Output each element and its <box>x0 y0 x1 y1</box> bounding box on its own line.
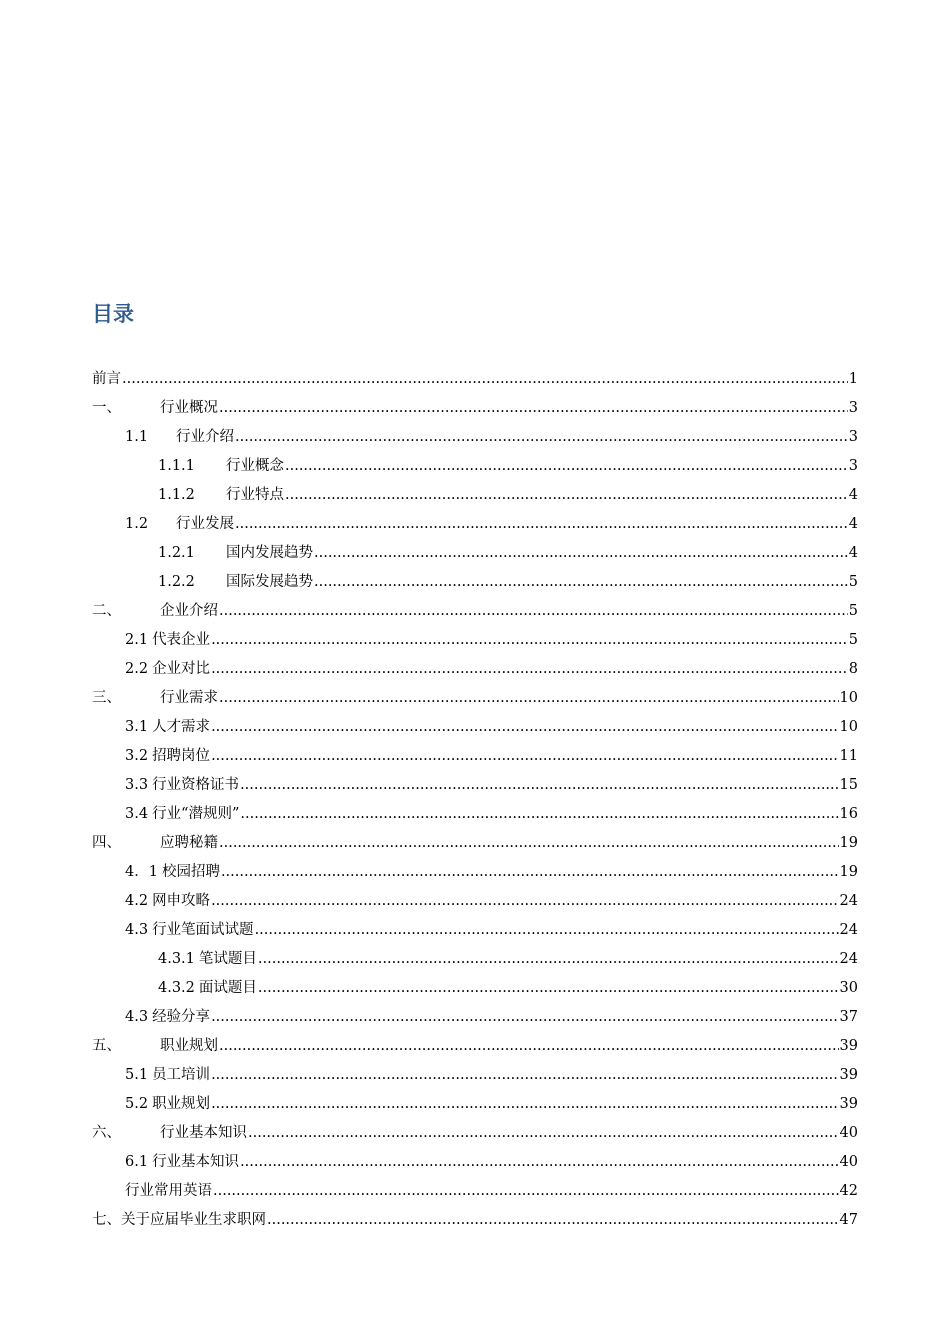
toc-dot-leader <box>240 800 838 829</box>
toc-entry-number: 4.3 <box>125 1009 149 1025</box>
toc-entry-number: 1.2 <box>125 516 149 532</box>
toc-entry-number: 5.1 <box>125 1067 149 1083</box>
toc-entry-lead <box>158 481 849 510</box>
toc-entry-number: 一、 <box>92 400 121 416</box>
toc-dot-leader <box>221 858 839 887</box>
toc-entry-page-number: 8 <box>848 661 858 677</box>
toc-title: 目录 <box>92 302 134 326</box>
toc-dot-leader <box>235 510 848 539</box>
toc-dot-leader <box>211 1090 838 1119</box>
toc-entry[interactable] <box>0 974 950 1003</box>
toc-entry-text: 国际发展趋势 <box>226 574 313 590</box>
toc-entry-page-number: 42 <box>839 1183 858 1199</box>
toc-entry-text: 校园招聘 <box>161 864 220 880</box>
toc-entry[interactable] <box>0 510 950 539</box>
toc-entry-lead <box>92 365 849 394</box>
toc-entry[interactable] <box>0 365 950 394</box>
toc-entry[interactable] <box>0 713 950 742</box>
toc-entry[interactable] <box>0 945 950 974</box>
toc-dot-leader <box>235 423 848 452</box>
toc-entry[interactable] <box>0 394 950 423</box>
toc-dot-leader <box>314 539 848 568</box>
toc-list <box>0 365 950 1235</box>
toc-entry-text: 行业概念 <box>226 458 284 474</box>
toc-entry-lead <box>125 1177 840 1206</box>
toc-entry-page-number: 3 <box>848 400 858 416</box>
toc-entry-text: 职业规划 <box>152 1096 211 1112</box>
toc-entry-lead <box>125 1061 840 1090</box>
toc-entry-lead <box>92 597 849 626</box>
toc-entry-number: 二、 <box>92 603 121 619</box>
toc-entry-lead <box>92 394 849 423</box>
toc-entry[interactable] <box>0 452 950 481</box>
toc-entry[interactable] <box>0 481 950 510</box>
toc-dot-leader <box>240 771 838 800</box>
toc-entry-text: 行业特点 <box>226 487 284 503</box>
toc-entry-page-number: 19 <box>839 864 858 880</box>
toc-entry-number: 五、 <box>92 1038 121 1054</box>
toc-entry-lead <box>125 800 840 829</box>
toc-entry[interactable] <box>0 568 950 597</box>
toc-dot-leader <box>211 887 838 916</box>
toc-entry[interactable] <box>0 829 950 858</box>
toc-entry[interactable] <box>0 742 950 771</box>
toc-entry-lead <box>125 858 840 887</box>
toc-dot-leader <box>255 916 839 945</box>
toc-dot-leader <box>211 626 848 655</box>
toc-dot-leader <box>248 1119 839 1148</box>
toc-entry-number: 3.2 <box>125 748 149 764</box>
toc-entry-number: 1.1 <box>125 429 149 445</box>
toc-entry-lead <box>125 713 840 742</box>
toc-entry-page-number: 15 <box>839 777 858 793</box>
toc-dot-leader <box>219 597 848 626</box>
toc-entry-number: 2.1 <box>125 632 149 648</box>
toc-entry-lead <box>125 655 849 684</box>
toc-entry-number: 6.1 <box>125 1154 149 1170</box>
toc-dot-leader <box>285 452 848 481</box>
toc-entry-page-number: 40 <box>839 1154 858 1170</box>
toc-entry-text: 行业基本知识 <box>160 1125 247 1141</box>
toc-dot-leader <box>314 568 848 597</box>
toc-entry-lead <box>125 1003 840 1032</box>
toc-entry-page-number: 39 <box>839 1067 858 1083</box>
toc-entry-page-number: 37 <box>839 1009 858 1025</box>
toc-entry[interactable] <box>0 1177 950 1206</box>
toc-dot-leader <box>258 945 839 974</box>
toc-dot-leader <box>240 1148 838 1177</box>
toc-entry-lead <box>125 1090 840 1119</box>
toc-entry-lead <box>125 916 840 945</box>
toc-entry-text: 经验分享 <box>152 1009 211 1025</box>
toc-entry-text: 应聘秘籍 <box>160 835 218 851</box>
toc-entry[interactable] <box>0 771 950 800</box>
toc-entry-lead <box>158 568 849 597</box>
toc-entry-number: 1.1.1 <box>158 458 195 474</box>
toc-entry-number: 1.2.2 <box>158 574 195 590</box>
toc-entry[interactable] <box>0 916 950 945</box>
toc-dot-leader <box>219 1032 839 1061</box>
toc-entry-text: 行业资格证书 <box>152 777 240 793</box>
toc-entry-number: 4.3.1 <box>158 951 195 967</box>
toc-entry-number: 2.2 <box>125 661 149 677</box>
toc-entry-number: 4.3.2 <box>158 980 195 996</box>
toc-entry-page-number: 4 <box>848 545 858 561</box>
toc-entry-page-number: 16 <box>839 806 858 822</box>
toc-dot-leader <box>285 481 848 510</box>
toc-entry-page-number: 24 <box>839 893 858 909</box>
toc-entry-text: 面试题目 <box>198 980 257 996</box>
toc-entry[interactable] <box>0 887 950 916</box>
toc-entry-lead <box>92 1032 840 1061</box>
toc-entry-text: 行业需求 <box>160 690 218 706</box>
toc-dot-leader <box>258 974 839 1003</box>
toc-entry-page-number: 4 <box>848 516 858 532</box>
toc-entry-lead <box>92 684 840 713</box>
toc-entry-page-number: 24 <box>839 951 858 967</box>
toc-entry-text: 人才需求 <box>152 719 211 735</box>
toc-entry-page-number: 24 <box>839 922 858 938</box>
toc-entry-lead <box>125 1148 840 1177</box>
toc-entry-page-number: 19 <box>839 835 858 851</box>
toc-dot-leader <box>211 742 838 771</box>
toc-entry-number: 1.1.2 <box>158 487 195 503</box>
toc-entry[interactable] <box>0 858 950 887</box>
toc-entry-page-number: 3 <box>848 458 858 474</box>
toc-dot-leader <box>211 1061 838 1090</box>
toc-entry-page-number: 39 <box>839 1038 858 1054</box>
toc-entry-lead <box>125 626 849 655</box>
toc-entry-text: 代表企业 <box>152 632 211 648</box>
toc-entry-page-number: 10 <box>839 719 858 735</box>
toc-entry-lead <box>158 974 840 1003</box>
toc-entry-page-number: 5 <box>848 574 858 590</box>
toc-entry-text: 网申攻略 <box>152 893 211 909</box>
toc-dot-leader <box>122 365 848 394</box>
toc-entry[interactable] <box>0 1148 950 1177</box>
toc-entry[interactable] <box>0 1119 950 1148</box>
toc-entry-lead <box>125 423 849 452</box>
toc-entry-number: 1.2.1 <box>158 545 195 561</box>
toc-entry-text: 职业规划 <box>160 1038 218 1054</box>
toc-entry-page-number: 5 <box>848 632 858 648</box>
toc-entry-number: 六、 <box>92 1125 121 1141</box>
toc-entry-lead <box>92 1206 840 1235</box>
toc-entry-text: 行业基本知识 <box>152 1154 240 1170</box>
toc-entry-page-number: 47 <box>839 1212 858 1228</box>
toc-entry-number: 3.1 <box>125 719 149 735</box>
toc-entry[interactable] <box>0 684 950 713</box>
toc-entry-page-number: 4 <box>848 487 858 503</box>
toc-entry-page-number: 5 <box>848 603 858 619</box>
toc-entry[interactable] <box>0 1061 950 1090</box>
toc-entry-number: 5.2 <box>125 1096 149 1112</box>
toc-entry-lead <box>92 829 840 858</box>
toc-entry-text: 七、关于应届毕业生求职网 <box>92 1212 266 1228</box>
toc-entry-text: 企业对比 <box>152 661 211 677</box>
toc-entry[interactable] <box>0 1032 950 1061</box>
toc-entry[interactable] <box>0 800 950 829</box>
toc-dot-leader <box>211 655 848 684</box>
toc-entry-lead <box>125 771 840 800</box>
toc-entry-lead <box>158 945 840 974</box>
toc-entry-page-number: 3 <box>848 429 858 445</box>
toc-entry[interactable] <box>0 626 950 655</box>
toc-dot-leader <box>219 394 848 423</box>
toc-dot-leader <box>219 684 839 713</box>
toc-entry-text: 行业发展 <box>176 516 234 532</box>
toc-dot-leader <box>211 1003 838 1032</box>
toc-entry-page-number: 11 <box>839 748 858 764</box>
toc-entry-page-number: 10 <box>839 690 858 706</box>
toc-dot-leader <box>211 713 838 742</box>
toc-entry-number: 4.3 <box>125 922 149 938</box>
toc-entry[interactable] <box>0 1090 950 1119</box>
toc-entry[interactable] <box>0 539 950 568</box>
toc-dot-leader <box>213 1177 839 1206</box>
toc-entry-number: 3.3 <box>125 777 149 793</box>
toc-entry-text: 行业笔面试试题 <box>152 922 254 938</box>
toc-dot-leader <box>219 829 839 858</box>
toc-entry-lead <box>125 742 840 771</box>
toc-entry-text: 企业介绍 <box>160 603 218 619</box>
toc-entry-lead <box>125 887 840 916</box>
toc-dot-leader <box>267 1206 839 1235</box>
toc-entry-number: 4．1 <box>125 864 158 880</box>
toc-entry-text: 笔试题目 <box>198 951 257 967</box>
toc-entry-page-number: 39 <box>839 1096 858 1112</box>
toc-entry[interactable] <box>0 1003 950 1032</box>
toc-entry[interactable] <box>0 423 950 452</box>
toc-entry-text: 行业概况 <box>160 400 218 416</box>
toc-entry[interactable] <box>0 597 950 626</box>
toc-entry-page-number: 1 <box>848 371 858 387</box>
toc-entry-text: 国内发展趋势 <box>226 545 313 561</box>
toc-entry-lead <box>158 452 849 481</box>
toc-entry-text: 行业常用英语 <box>125 1183 212 1199</box>
toc-entry-lead <box>92 1119 840 1148</box>
toc-entry-number: 4.2 <box>125 893 149 909</box>
toc-entry-text: 员工培训 <box>152 1067 211 1083</box>
toc-entry-number: 四、 <box>92 835 121 851</box>
toc-entry-text: 招聘岗位 <box>152 748 211 764</box>
toc-entry-lead <box>158 539 849 568</box>
toc-entry-page-number: 40 <box>839 1125 858 1141</box>
toc-entry-lead <box>125 510 849 539</box>
toc-entry-page-number: 30 <box>839 980 858 996</box>
toc-entry-text: 行业介绍 <box>176 429 234 445</box>
toc-entry[interactable] <box>0 1206 950 1235</box>
toc-entry-text: 行业“潜规则” <box>152 806 240 822</box>
toc-entry-number: 3.4 <box>125 806 149 822</box>
toc-entry-text: 前言 <box>92 371 121 387</box>
toc-entry-number: 三、 <box>92 690 121 706</box>
toc-entry[interactable] <box>0 655 950 684</box>
